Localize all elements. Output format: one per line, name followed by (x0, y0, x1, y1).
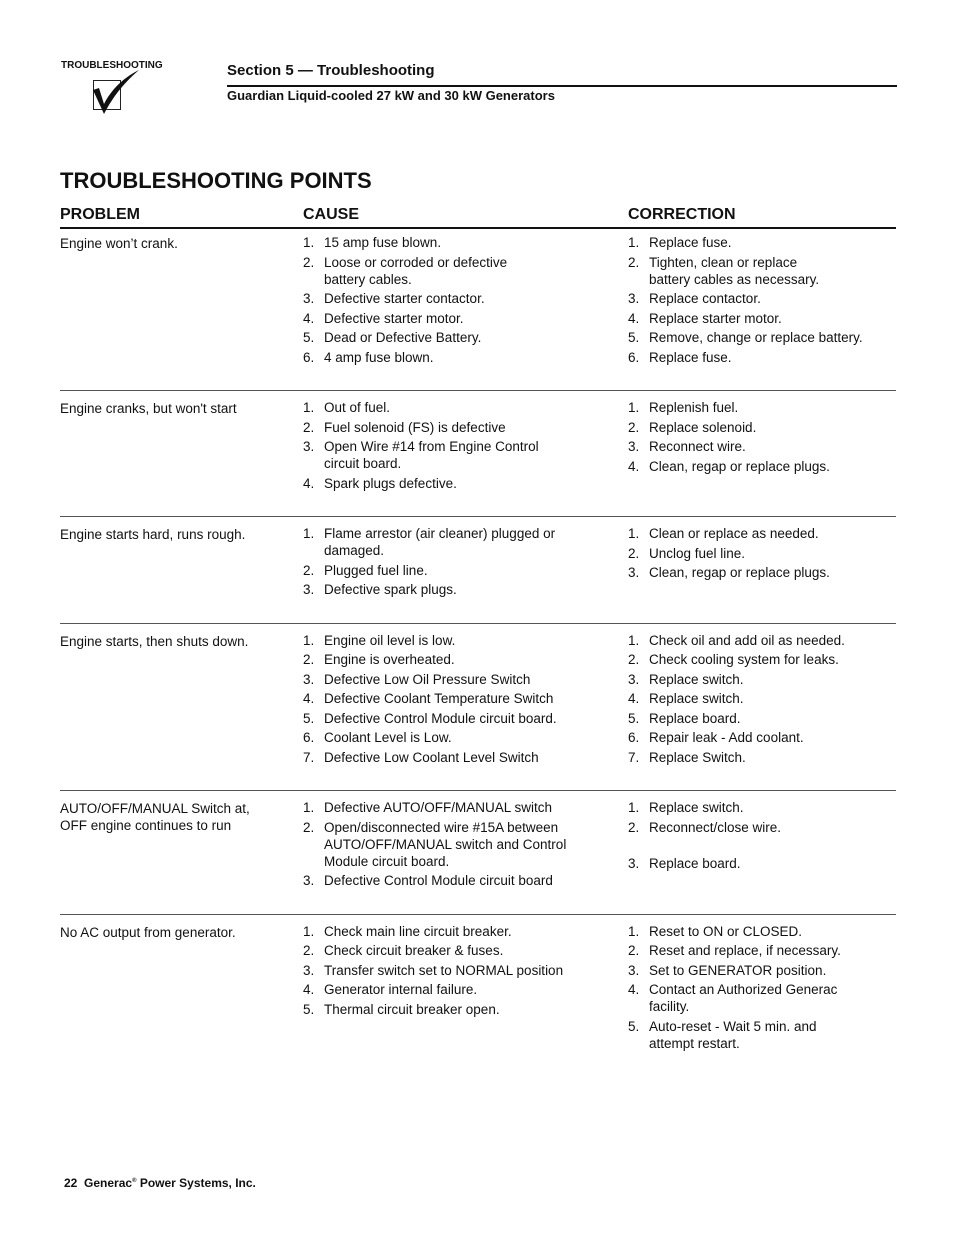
item-text: Replenish fuel. (649, 400, 739, 415)
table-row-grid (60, 923, 896, 1055)
correction-list (628, 632, 896, 769)
header-rule (227, 85, 897, 87)
item-number: 2. (303, 819, 315, 835)
correction-item (628, 632, 896, 649)
item-number: 2. (628, 545, 640, 561)
problem-cell: Engine cranks, but won't start (60, 401, 237, 416)
item-number: 3. (303, 439, 315, 454)
item-number: 5. (303, 710, 315, 726)
cause-item (303, 329, 628, 346)
correction-item (628, 923, 896, 940)
item-number: 3. (303, 291, 315, 306)
item-text: 15 amp fuse blown. (324, 235, 442, 250)
item-number: 1. (628, 400, 640, 415)
item-text: Replace fuse. (649, 235, 732, 250)
registered-mark: ® (132, 1178, 137, 1184)
item-number: 3. (628, 291, 640, 306)
cause-item (303, 819, 628, 870)
column-header-problem: PROBLEM (60, 206, 140, 223)
troubleshooting-table (60, 232, 896, 1054)
correction-item (628, 458, 896, 475)
item-text: Fuel solenoid (FS) is defective (324, 419, 506, 435)
item-text: Defective Coolant Temperature Switch (324, 691, 554, 706)
item-text: Loose or corroded or defective battery cables. (324, 254, 508, 287)
item-number: 1. (628, 526, 640, 541)
table-row (60, 623, 896, 791)
correction-item (628, 545, 896, 562)
item-text: Dead or Defective Battery. (324, 330, 482, 345)
cause-item (303, 690, 628, 707)
table-row (60, 232, 896, 390)
cause-item (303, 438, 628, 472)
cause-item (303, 799, 628, 816)
item-number: 1. (303, 923, 315, 939)
item-number: 5. (303, 330, 315, 345)
page-number: 22 (64, 1176, 78, 1190)
item-number: 5. (628, 330, 640, 345)
item-number: 1. (303, 800, 315, 815)
item-text: Check oil and add oil as needed. (649, 632, 845, 648)
item-text: Replace Switch. (649, 749, 746, 765)
cause-item (303, 419, 628, 436)
correction-item (628, 234, 896, 251)
item-text: Flame arrestor (air cleaner) plugged or damaged. (324, 526, 556, 558)
cause-item (303, 349, 628, 366)
table-row (60, 390, 896, 516)
item-number: 5. (303, 1001, 315, 1017)
item-text: Replace switch. (649, 671, 744, 687)
item-text: Reset to ON or CLOSED. (649, 923, 803, 939)
correction-item (628, 690, 896, 707)
item-number: 2. (303, 943, 315, 958)
item-text: Replace contactor. (649, 291, 761, 306)
item-number: 1. (628, 800, 640, 815)
cause-item (303, 729, 628, 746)
item-text: Remove, change or replace battery. (649, 330, 863, 345)
item-text: Unclog fuel line. (649, 545, 746, 561)
item-number: 1. (303, 526, 315, 541)
item-text: Spark plugs defective. (324, 475, 457, 491)
item-number: 4. (303, 310, 315, 326)
item-number: 4. (628, 691, 640, 706)
cause-list (303, 632, 628, 769)
item-text: Tighten, clean or replace battery cables as necessary. (649, 254, 820, 287)
correction-item (628, 564, 896, 581)
item-number: 3. (628, 962, 640, 978)
correction-item (628, 349, 896, 366)
cause-item (303, 981, 628, 998)
cause-item (303, 749, 628, 766)
item-number: 2. (303, 652, 315, 667)
item-text: Defective Control Module circuit board (324, 873, 553, 888)
problem-cell: Engine starts hard, runs rough. (60, 527, 246, 542)
item-text: Contact an Authorized Generac facility. (649, 982, 838, 1014)
item-number: 3. (628, 671, 640, 687)
item-number: 4. (628, 458, 640, 474)
item-number: 3. (303, 873, 315, 888)
item-number: 6. (628, 730, 640, 745)
item-number: 4. (303, 982, 315, 997)
column-header-rule (60, 227, 896, 229)
item-text: Replace board. (649, 710, 741, 726)
cause-item (303, 525, 628, 559)
table-row (60, 516, 896, 623)
correction-item (628, 962, 896, 979)
cause-item (303, 1001, 628, 1018)
logo-label: TROUBLESHOOTING (61, 60, 163, 71)
item-text: Replace fuse. (649, 349, 732, 365)
cause-list (303, 525, 628, 601)
cause-item (303, 942, 628, 959)
item-number: 3. (303, 582, 315, 597)
correction-item (628, 729, 896, 746)
item-number: 3. (628, 439, 640, 454)
section-subtitle: Guardian Liquid-cooled 27 kW and 30 kW Generators (227, 88, 555, 103)
correction-list (628, 234, 896, 368)
table-row (60, 790, 896, 914)
item-number: 1. (303, 400, 315, 415)
column-header-cause: CAUSE (303, 206, 360, 223)
item-text: Clean or replace as needed. (649, 526, 819, 541)
cause-list (303, 799, 628, 892)
checkmark-icon (91, 70, 151, 116)
correction-item (628, 855, 896, 872)
problem-cell: AUTO/OFF/MANUAL Switch at, OFF engine continues to run (60, 801, 250, 833)
item-text: Repair leak - Add coolant. (649, 730, 804, 745)
correction-item (628, 399, 896, 416)
table-row-grid (60, 799, 896, 892)
item-number: 4. (303, 475, 315, 491)
item-text: Coolant Level is Low. (324, 730, 452, 745)
item-number: 1. (303, 632, 315, 648)
page-footer (64, 1176, 256, 1190)
item-text: Out of fuel. (324, 400, 391, 415)
item-number: 4. (628, 310, 640, 326)
item-text: Transfer switch set to NORMAL position (324, 962, 564, 978)
item-number: 6. (628, 349, 640, 365)
table-row-grid (60, 399, 896, 494)
item-number: 4. (303, 691, 315, 706)
correction-item (628, 1018, 896, 1052)
item-number: 3. (303, 671, 315, 687)
item-number: 3. (628, 565, 640, 580)
item-text: Check cooling system for leaks. (649, 652, 839, 667)
section-title: Section 5 — Troubleshooting (227, 62, 435, 79)
cause-item (303, 234, 628, 251)
problem-cell: Engine won’t crank. (60, 236, 178, 251)
table-row-grid (60, 632, 896, 769)
item-text: Open/disconnected wire #15A between AUTO/OFF/MANUAL switch and Control Module circuit board. (324, 819, 567, 869)
correction-item (628, 525, 896, 542)
item-text: Replace switch. (649, 691, 744, 706)
cause-item (303, 671, 628, 688)
item-text: 4 amp fuse blown. (324, 349, 434, 365)
item-number: 7. (628, 749, 640, 765)
item-text: Reconnect wire. (649, 439, 746, 454)
troubleshooting-logo (61, 58, 171, 118)
item-text: Clean, regap or replace plugs. (649, 458, 830, 474)
cause-item (303, 254, 628, 288)
item-number: 5. (628, 1018, 640, 1034)
cause-item (303, 310, 628, 327)
cause-item (303, 872, 628, 889)
item-number: 3. (303, 962, 315, 978)
company-suffix: Power Systems, Inc. (139, 1176, 256, 1190)
problem-cell: No AC output from generator. (60, 924, 236, 940)
correction-item (628, 710, 896, 727)
problem-cell: Engine starts, then shuts down. (60, 633, 249, 649)
item-text: Defective Control Module circuit board. (324, 710, 557, 726)
item-text: Defective starter contactor. (324, 291, 485, 306)
item-number: 2. (303, 419, 315, 435)
item-text: Set to GENERATOR position. (649, 962, 827, 978)
correction-item (628, 651, 896, 668)
item-number: 2. (628, 819, 640, 835)
cause-item (303, 962, 628, 979)
correction-item (628, 329, 896, 346)
item-number: 1. (628, 632, 640, 648)
item-number: 2. (628, 419, 640, 435)
cause-item (303, 581, 628, 598)
correction-list (628, 399, 896, 494)
item-number: 6. (303, 730, 315, 745)
item-text: Replace starter motor. (649, 310, 782, 326)
correction-list (628, 525, 896, 601)
cause-item (303, 475, 628, 492)
item-number: 2. (303, 562, 315, 578)
correction-item (628, 942, 896, 959)
item-text: Generator internal failure. (324, 982, 478, 997)
cause-item (303, 923, 628, 940)
item-text: Defective Low Oil Pressure Switch (324, 671, 531, 687)
item-number: 1. (628, 923, 640, 939)
table-row (60, 914, 896, 1055)
correction-list (628, 923, 896, 1055)
item-text: Thermal circuit breaker open. (324, 1001, 500, 1017)
item-text: Defective AUTO/OFF/MANUAL switch (324, 800, 553, 815)
correction-item (628, 254, 896, 288)
item-text: Replace solenoid. (649, 419, 757, 435)
cause-list (303, 399, 628, 494)
correction-item (628, 310, 896, 327)
column-header-correction: CORRECTION (628, 206, 736, 223)
table-row-grid (60, 525, 896, 601)
item-number: 7. (303, 749, 315, 765)
correction-item (628, 419, 896, 436)
item-number: 1. (303, 235, 315, 250)
item-text: Auto-reset - Wait 5 min. and attempt restart. (649, 1018, 817, 1051)
item-number: 6. (303, 349, 315, 365)
item-number: 2. (628, 943, 640, 958)
correction-item (628, 799, 896, 816)
correction-item (628, 290, 896, 307)
correction-item (628, 438, 896, 455)
cause-list (303, 234, 628, 368)
item-number: 2. (303, 254, 315, 270)
correction-item (628, 819, 896, 853)
item-text: Defective Low Coolant Level Switch (324, 749, 539, 765)
cause-item (303, 632, 628, 649)
cause-item (303, 399, 628, 416)
item-text: Check circuit breaker & fuses. (324, 943, 504, 958)
item-text: Engine oil level is low. (324, 632, 456, 648)
cause-item (303, 651, 628, 668)
item-number: 3. (628, 856, 640, 871)
item-text: Open Wire #14 from Engine Control circuit board. (324, 439, 539, 471)
cause-item (303, 562, 628, 579)
item-number: 5. (628, 710, 640, 726)
correction-item (628, 671, 896, 688)
item-number: 4. (628, 982, 640, 997)
cause-list (303, 923, 628, 1055)
table-row-grid (60, 234, 896, 368)
company-name: Generac (84, 1176, 133, 1190)
item-number: 2. (628, 254, 640, 270)
item-text: Plugged fuel line. (324, 562, 428, 578)
item-number: 2. (628, 652, 640, 667)
item-number: 1. (628, 235, 640, 250)
item-text: Reset and replace, if necessary. (649, 943, 841, 958)
cause-item (303, 290, 628, 307)
item-text: Replace board. (649, 856, 741, 871)
item-text: Reconnect/close wire. (649, 819, 782, 835)
correction-item (628, 749, 896, 766)
page-title: TROUBLESHOOTING POINTS (60, 168, 372, 193)
cause-item (303, 710, 628, 727)
correction-item (628, 981, 896, 1015)
item-text: Engine is overheated. (324, 652, 455, 667)
item-text: Defective starter motor. (324, 310, 464, 326)
item-text: Defective spark plugs. (324, 582, 457, 597)
correction-list (628, 799, 896, 892)
item-text: Check main line circuit breaker. (324, 923, 512, 939)
item-text: Clean, regap or replace plugs. (649, 565, 830, 580)
item-text: Replace switch. (649, 800, 744, 815)
